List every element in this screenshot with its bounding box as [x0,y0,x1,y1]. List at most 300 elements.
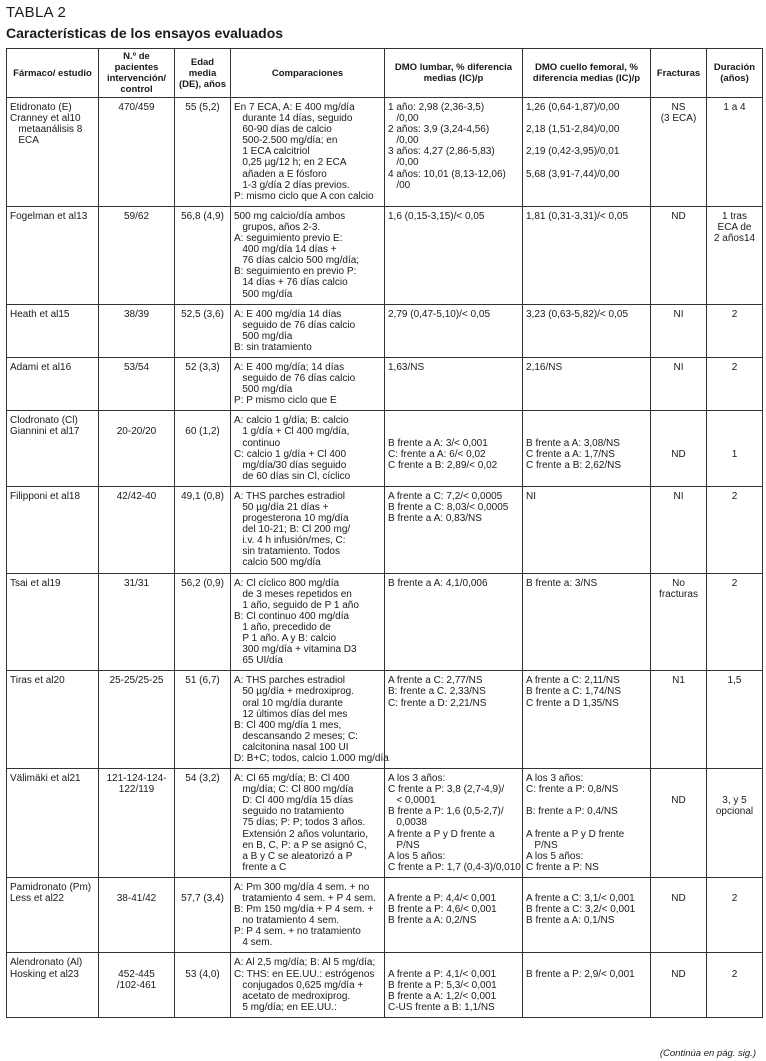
cell-femoral-bmd [523,206,651,304]
cell-line: 2 [731,361,738,373]
cell-line: Pamidronato (Pm) [10,881,92,893]
cell-line: A los 5 años: [388,850,446,862]
cell-line: Alendronato (Al) [10,957,83,969]
table-row [7,304,763,357]
cell-line: 2,16/NS [526,361,563,373]
cell-line: C: THS: en EE.UU.: estrógenos [234,968,375,980]
cell-lumbar-bmd [385,486,523,573]
cell-line: A: Pm 300 mg/día 4 sem. + no [234,881,370,893]
cell-line: 1,26 (0,64-1,87)/0,00 [526,102,620,113]
cell-line: 2 [731,968,738,980]
cell-line: ND [671,968,686,980]
cell-line: B frente a C: 1,74/NS [526,686,622,698]
cell-age [175,206,231,304]
cell-age [175,769,231,878]
cell-line [526,957,647,968]
cell-line [526,817,647,828]
cell-line: 1,63/NS [388,361,425,373]
cell-lumbar-bmd [385,304,523,357]
cell-femoral-bmd [523,769,651,878]
table-row [7,98,763,207]
cell-line: A frente a C: 2,11/NS [526,675,620,687]
cell-line: ND [671,795,686,807]
cell-line: 42/42-40 [116,490,157,502]
cell-line: 51 (6,7) [185,675,220,687]
cell-line: P/NS [526,839,558,851]
cell-line: B frente a A: 0,2/NS [388,915,477,927]
cell-line: 49,1 (0,8) [181,490,224,502]
cell-line: NI [526,490,536,502]
cell-lumbar-bmd [385,98,523,207]
cell-line: 52,5 (3,6) [181,308,224,320]
col-header-fractures: Fracturas [651,49,707,98]
cell-line: Filipponi et al18 [10,490,81,502]
cell-line: Välimäki et al21 [10,773,81,785]
cell-line: en B, C, P: a P se asignó C, [234,839,367,851]
cell-line: 500 mg/día [234,330,293,342]
cell-lumbar-bmd [385,206,523,304]
cell-line [654,784,703,795]
cell-drug-study [7,98,99,207]
cell-duration [707,304,763,357]
cell-line: P: mismo ciclo que A con calcio [234,190,374,202]
cell-line: 1 año: 2,98 (2,36-3,5) [388,102,485,113]
cell-line: 500 mg/día [234,288,293,300]
cell-femoral-bmd [523,953,651,1017]
cell-line: A frente a C: 7,2/< 0,0005 [388,490,503,502]
cell-line: 38-41/42 [116,893,157,904]
cell-line: B frente a P: 2,9/< 0,001 [526,968,635,980]
cell-line [388,957,519,968]
table-title: Características de los ensayos evaluados [6,25,284,41]
cell-line: 500 mg calcio/día ambos [234,210,346,222]
cell-line: A: THS parches estradiol [234,490,345,502]
cell-line: 60-90 días de calcio [234,124,332,136]
header-row [7,49,763,98]
cell-patients [99,357,175,410]
cell-duration [707,769,763,878]
cell-line: B frente a C: 8,03/< 0,0005 [388,502,509,513]
cell-lumbar-bmd [385,953,523,1017]
cell-age [175,671,231,769]
cell-lumbar-bmd [385,357,523,410]
cell-line [102,415,171,426]
cell-line: calcio 500 mg/día [234,557,321,569]
cell-line: progesterona 10 mg/día [234,513,349,525]
cell-line: B frente a A: 3/< 0,001 [388,437,488,449]
cell-line: 50 µg/día 21 días + [234,502,329,513]
cell-fractures [651,304,707,357]
cell-line: B: Pm 150 mg/día + P 4 sem. + [234,904,374,916]
cell-line: i.v. 4 h infusión/mes, C: [234,535,346,547]
cell-drug-study [7,573,99,671]
cell-drug-study [7,877,99,953]
cell-drug-study [7,357,99,410]
cell-line [178,882,227,893]
cell-lumbar-bmd [385,411,523,487]
cell-line: del 10-21; B: Cl 200 mg/ [234,524,351,536]
cell-duration [707,98,763,207]
cell-line: 500 mg/día [234,384,293,396]
cell-line: 53/54 [123,361,150,373]
cell-line: 400 mg/día 14 días + [234,244,337,256]
cell-line [102,882,171,893]
cell-line [388,426,519,437]
cell-line: 25-25/25-25 [109,675,164,687]
cell-line: 1,5 [727,675,742,687]
cell-line: 0,25 µg/12 h; en 2 ECA [234,157,347,169]
cell-fractures [651,671,707,769]
cell-patients [99,411,175,487]
cell-line: 2,18 (1,51-2,84)/0,00 [526,124,620,136]
cell-comparisons [231,206,385,304]
table-row [7,953,763,1017]
table-body [7,98,763,1018]
cell-line: 14 días + 76 días calcio [234,277,348,289]
cell-fractures [651,357,707,410]
cell-line: Tsai et al19 [10,577,61,589]
table-row [7,573,763,671]
cell-line: 2,79 (0,47-5,10)/< 0,05 [388,308,491,320]
table-row [7,671,763,769]
cell-femoral-bmd [523,304,651,357]
cell-patients [99,953,175,1017]
cell-fractures [651,877,707,953]
cell-patients [99,304,175,357]
cell-line: A: calcio 1 g/día; B: calcio [234,415,349,427]
cell-line: Adami et al16 [10,361,72,373]
cell-patients [99,769,175,878]
cell-line: A: seguimiento previo E: [234,233,343,245]
cell-line: < 0,0001 [388,795,436,807]
cell-patients [99,98,175,207]
cell-line: ECA de [717,221,752,233]
cell-line: 1-3 g/día 2 días previos. [234,179,350,191]
cell-drug-study [7,769,99,878]
cell-line: A los 3 años: [388,773,446,785]
cell-line: 3, y 5 [722,795,747,807]
cell-line: 65 UI/día [234,655,283,667]
cell-line: B frente a P: 5,3/< 0,001 [388,979,497,991]
cell-line: A los 3 años: [526,773,584,785]
table-row [7,877,763,953]
cell-line: de 3 meses repetidos en [234,588,352,600]
cell-line [710,784,759,795]
cell-comparisons [231,486,385,573]
cell-line [710,426,759,437]
col-header-age: Edad media (DE), años [175,49,231,98]
cell-drug-study [7,206,99,304]
cell-line [526,113,647,124]
cell-line: C frente a B: 2,89/< 0,02 [388,459,498,471]
cell-comparisons [231,769,385,878]
cell-line: seguido no tratamiento [234,806,345,818]
cell-drug-study [7,304,99,357]
cell-duration [707,411,763,487]
cell-fractures [651,486,707,573]
cell-age [175,573,231,671]
cell-line: C frente a P: 1,7 (0,4-3)/0,010 [388,861,521,873]
cell-line: ND [671,893,686,904]
cell-line: A frente a C: 3,1/< 0,001 [526,893,635,904]
cell-line: A: E 400 mg/día 14 días [234,308,342,320]
cell-line: C frente a P: 3,8 (2,7-4,9)/ [388,784,505,796]
cell-line: 122/119 [118,784,155,796]
cell-line: C frente a B: 2,62/NS [526,459,622,471]
cell-lumbar-bmd [385,769,523,878]
studies-table [6,48,763,1018]
cell-age [175,953,231,1017]
cell-line: A frente a P: 4,4/< 0,001 [388,893,497,904]
cell-line: B: Cl 400 mg/día 1 mes, [234,719,342,731]
cell-line: P: P 4 sem. + no tratamiento [234,926,361,938]
cell-line: NI [673,308,684,320]
cell-line: C frente a P: NS [526,861,599,873]
cell-comparisons [231,411,385,487]
cell-line: Etidronato (E) [10,102,72,113]
cell-comparisons [231,98,385,207]
cell-line: A: E 400 mg/día; 14 días [234,361,345,373]
cell-line: A frente a P y D frente [526,828,625,840]
cell-line [526,135,647,146]
cell-line: En 7 ECA, A: E 400 mg/día [234,102,355,113]
cell-femoral-bmd [523,573,651,671]
cell-lumbar-bmd [385,877,523,953]
cell-line: NS [671,102,686,113]
cell-duration [707,671,763,769]
cell-femoral-bmd [523,877,651,953]
cell-femoral-bmd [523,98,651,207]
cell-line [654,957,703,968]
cell-line: 2 [731,893,738,904]
cell-femoral-bmd [523,357,651,410]
cell-line [526,882,647,893]
cell-line: 56,8 (4,9) [181,210,224,222]
cell-age [175,304,231,357]
table-row [7,486,763,573]
cell-line: P: P mismo ciclo que E [234,395,337,407]
cell-fractures [651,206,707,304]
cell-line: A frente a P y D frente a [388,828,495,840]
cell-line: 5 mg/día; en EE.UU.: [234,1001,337,1013]
cell-line: /0,00 [388,135,419,147]
cell-line: B frente a A: 0,83/NS [388,513,482,525]
cell-line: D: Cl 400 mg/día 15 días [234,795,353,807]
cell-duration [707,357,763,410]
cell-line [710,882,759,893]
cell-line: 53 (4,0) [185,968,220,980]
cell-line: P 1 año. A y B: calcio [234,633,337,645]
cell-line: frente a C [234,861,287,873]
cell-age [175,98,231,207]
cell-femoral-bmd [523,486,651,573]
cell-fractures [651,953,707,1017]
cell-line: mg/día; C: Cl 800 mg/día [234,784,354,796]
cell-age [175,486,231,573]
cell-comparisons [231,953,385,1017]
cell-line: continuo [234,437,281,449]
cell-line: seguido de 76 días calcio [234,319,356,331]
cell-patients [99,573,175,671]
table-number: TABLA 2 [6,4,67,21]
table-row [7,206,763,304]
cell-line: oral 10 mg/día durante [234,697,343,709]
cell-line: calcitonina nasal 100 UI [234,741,349,753]
cell-line: Fogelman et al13 [10,210,88,222]
cell-femoral-bmd [523,671,651,769]
cell-line: B: frente a P: 0,4/NS [526,806,618,818]
cell-line: añaden a E fósforo [234,168,327,180]
cell-line [654,438,703,449]
cell-line: 75 días; P: P; todos 3 años. [234,817,366,829]
cell-line: A los 5 años: [526,850,584,862]
cell-line: 2,19 (0,42-3,95)/0,01 [526,146,620,158]
cell-drug-study [7,486,99,573]
cell-line [388,415,519,426]
cell-line: 2 años14 [713,233,756,245]
cell-line: 3,23 (0,63-5,82)/< 0,05 [526,308,629,320]
cell-line: de 60 días sin Cl, cíclico [234,470,351,482]
cell-line: B: seguimiento en previo P: [234,266,357,278]
cell-line: ND [671,210,686,222]
cell-line: seguido de 76 días calcio [234,373,356,385]
cell-line: /00 [388,179,411,191]
cell-line: ND [671,448,686,460]
cell-line: 1 a 4 [723,102,746,113]
cell-line: C frente a D 1,35/NS [526,697,619,709]
cell-line: B frente a C: 3,2/< 0,001 [526,904,636,916]
cell-line: 4 sem. [234,937,273,949]
cell-line: C: frente a P: 0,8/NS [526,784,619,796]
cell-line: No [672,577,685,589]
cell-lumbar-bmd [385,573,523,671]
cell-line: /0,00 [388,113,419,125]
cell-line: 2 años: 3,9 (3,24-4,56) [388,124,490,136]
cell-line: 20-20/20 [116,426,157,438]
cell-line: 1 año, seguido de P 1 año [234,599,359,611]
cell-patients [99,671,175,769]
cell-line: B frente a P: 4,6/< 0,001 [388,904,497,916]
cell-line: A frente a C: 2,77/NS [388,675,483,687]
cell-line: 50 µg/día + medroxiprog. [234,686,354,698]
col-header-duration: Duración (años) [707,49,763,98]
cell-femoral-bmd [523,411,651,487]
cell-line: 121-124-124- [106,773,167,785]
cell-line: Clodronato (Cl) [10,415,78,427]
cell-line: NI [673,361,684,373]
table-row [7,357,763,410]
cell-fractures [651,573,707,671]
cell-patients [99,486,175,573]
cell-line: (3 ECA) [660,113,697,125]
cell-line [654,882,703,893]
col-header-femoral-bmd: DMO cuello femoral, % diferencia medias (IC)/p [523,49,651,98]
cell-line: 1 año, precedido de [234,621,331,633]
cell-line: A: Cl 65 mg/día; B: Cl 400 [234,773,350,785]
cell-line [710,773,759,784]
cell-line: sin tratamiento. Todos [234,546,340,558]
cell-line: /102-461 [116,979,157,991]
cell-line: 56,2 (0,9) [181,577,224,589]
cell-line: A: Cl cíclico 800 mg/día [234,577,340,589]
cell-line [102,957,171,968]
cell-line: metaanálisis 8 [10,124,83,136]
cell-patients [99,206,175,304]
cell-line: Less et al22 [10,893,64,904]
cell-line: A: Al 2,5 mg/día; B: Al 5 mg/día; [234,957,376,969]
cell-line: descansando 2 meses; C: [234,730,358,742]
cell-line: conjugados 0,625 mg/día + [234,979,364,991]
cell-line: D: B+C; todos, calcio 1.000 mg/día [234,752,389,764]
cell-line [178,415,227,426]
cell-line: B frente a A: 3,08/NS [526,437,620,449]
cell-line: C: frente a D: 2,21/NS [388,697,487,709]
cell-line: ECA [10,135,39,147]
cell-line [526,426,647,437]
cell-line: 76 días calcio 500 mg/día; [234,255,360,267]
cell-line: /0,00 [388,157,419,169]
continuation-note: (Continúa en pág. sig.) [659,1048,756,1059]
cell-duration [707,206,763,304]
cell-line [526,415,647,426]
cell-line [710,957,759,968]
cell-line: B frente a P: 1,6 (0,5-2,7)/ [388,806,504,818]
cell-line: C frente a A: 1,7/NS [526,448,615,460]
cell-line: 57,7 (3,4) [181,893,224,904]
cell-line: 4 años: 10,01 (8,13-12,06) [388,168,506,180]
cell-line: 54 (3,2) [185,773,220,785]
cell-line: grupos, años 2-3. [234,221,321,233]
cell-line: Giannini et al17 [10,426,80,438]
cell-line: Hosking et al23 [10,968,79,980]
cell-line [710,415,759,426]
cell-line: no tratamiento 4 sem. [234,915,340,927]
cell-line [654,426,703,437]
cell-line: A frente a P: 4,1/< 0,001 [388,968,497,980]
cell-comparisons [231,304,385,357]
cell-line: 2 [731,308,738,320]
cell-line: fracturas [659,588,698,600]
cell-line: 55 (5,2) [185,102,220,113]
cell-drug-study [7,411,99,487]
cell-patients [99,877,175,953]
col-header-drug-study: Fármaco/ estudio [7,49,99,98]
cell-line [710,438,759,449]
cell-line: 470/459 [118,102,155,113]
cell-line: C-US frente a B: 1,1/NS [388,1001,495,1013]
cell-line: C: calcio 1 g/día + Cl 400 [234,448,347,460]
cell-line: 3 años: 4,27 (2,86-5,83) [388,146,495,158]
cell-line: tratamiento 4 sem. + P 4 sem. [234,893,376,904]
cell-line: 59/62 [123,210,150,222]
cell-line: P/NS [388,839,420,851]
cell-line: 38/39 [123,308,150,320]
cell-line: acetato de medroxiprog. [234,990,351,1002]
cell-line: 500-2.500 mg/día; en [234,135,338,147]
cell-line: mg/día/30 días seguido [234,459,347,471]
cell-line: 1 tras [721,210,747,222]
cell-line: N1 [672,675,685,687]
cell-line: opcional [715,806,754,818]
cell-line [178,957,227,968]
cell-duration [707,953,763,1017]
cell-line: Tiras et al20 [10,675,65,687]
cell-line: 1,81 (0,31-3,31)/< 0,05 [526,210,629,222]
cell-line: 1 g/día + Cl 400 mg/día, [234,426,350,438]
cell-line [526,795,647,806]
cell-line: B frente a: 3/NS [526,577,598,589]
cell-comparisons [231,357,385,410]
